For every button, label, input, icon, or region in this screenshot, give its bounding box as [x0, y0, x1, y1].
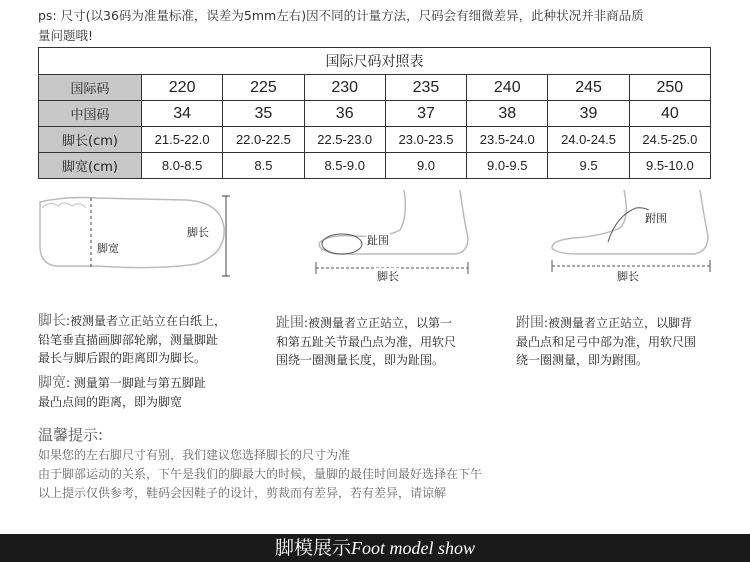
- table-cell: 245: [548, 75, 629, 101]
- table-cell: 8.5-9.0: [304, 153, 385, 179]
- description-text: :被测量者立正站立，以脚背: [544, 316, 693, 330]
- toe-girth-figure: [296, 186, 486, 286]
- description-text: :被测量者立正站立在白纸上，: [66, 314, 227, 328]
- table-cell: 9.5-10.0: [629, 153, 710, 179]
- table-cell: 8.5: [223, 153, 304, 179]
- description-text: 最凸点和足弓中部为准，用软尺围: [516, 334, 697, 349]
- table-cell: 9.0: [385, 153, 466, 179]
- description-text: 最长与脚后跟的距离即为脚长。: [38, 351, 207, 365]
- table-row-foot-width: [39, 153, 711, 179]
- description-text: :被测量者立正站立，以第一: [304, 316, 453, 330]
- table-title: 国际尺码对照表: [39, 48, 711, 75]
- foot-length-label: 脚长: [187, 226, 209, 239]
- row-label: 脚长(cm): [39, 127, 142, 153]
- foot-width-description: [38, 374, 258, 411]
- table-row-chinese: [39, 101, 711, 127]
- instep-girth-figure: [544, 186, 714, 286]
- description-term: 跗围: [516, 315, 544, 331]
- tip-line: 如果您的左右脚尺寸有别，我们建议您选择脚长的尺寸为准: [38, 448, 351, 462]
- size-chart-table: [38, 47, 711, 179]
- table-cell: 220: [142, 75, 223, 101]
- table-row-international: [39, 75, 711, 101]
- row-label: 国际码: [39, 75, 142, 101]
- toe-girth-label: 趾围: [367, 234, 389, 247]
- row-label: 中国码: [39, 101, 142, 127]
- description-text: 最凸点间的距离，即为脚宽: [38, 394, 183, 409]
- size-disclaimer: [38, 6, 718, 46]
- foot-length-description: [38, 312, 258, 368]
- description-text: 围绕一圈测量长度，即为趾围。: [276, 353, 445, 367]
- section-banner: [0, 534, 750, 562]
- table-cell: 21.5-22.0: [142, 127, 223, 153]
- description-text: : 测量第一脚趾与第五脚趾: [66, 376, 206, 390]
- tip-line: 由于脚部运动的关系，下午是我们的脚最大的时候，量脚的最佳时间最好选择在下午: [38, 467, 483, 481]
- note-line-2: 量问题哦!: [38, 28, 94, 43]
- instep-girth-description: [516, 314, 736, 370]
- table-cell: 230: [304, 75, 385, 101]
- table-cell: 34: [142, 101, 223, 127]
- row-label: 脚宽(cm): [39, 153, 142, 179]
- tips-heading: 温馨提示:: [38, 426, 104, 444]
- table-cell: 38: [467, 101, 548, 127]
- description-term: 脚宽: [38, 375, 66, 391]
- description-text: 和第五趾关节最凸点为准，用软尺: [276, 334, 457, 349]
- tip-line: 以上提示仅供参考，鞋码会因鞋子的设计，剪裁而有差异，若有差异，请谅解: [38, 486, 447, 500]
- instep-figure-length-label: 脚长: [617, 270, 639, 283]
- toe-figure-length-label: 脚长: [377, 270, 399, 283]
- description-term: 趾围: [276, 315, 304, 331]
- table-row-foot-length: [39, 127, 711, 153]
- description-text: 绕一圈测量，即为跗围。: [516, 353, 649, 367]
- table-cell: 39: [548, 101, 629, 127]
- table-cell: 8.0-8.5: [142, 153, 223, 179]
- table-cell: 23.5-24.0: [467, 127, 548, 153]
- table-cell: 240: [467, 75, 548, 101]
- table-cell: 40: [629, 101, 710, 127]
- table-cell: 22.5-23.0: [304, 127, 385, 153]
- table-cell: 24.0-24.5: [548, 127, 629, 153]
- table-cell: 35: [223, 101, 304, 127]
- foot-width-label: 脚宽: [97, 242, 119, 255]
- banner-title-cn: 脚模展示: [274, 537, 351, 559]
- table-cell: 37: [385, 101, 466, 127]
- banner-title-en: Foot model show: [351, 538, 475, 558]
- table-cell: 24.5-25.0: [629, 127, 710, 153]
- foot-top-view-figure: [36, 186, 236, 286]
- table-cell: 250: [629, 75, 710, 101]
- tips-list: [38, 446, 482, 503]
- toe-girth-description: [276, 314, 496, 370]
- table-cell: 9.5: [548, 153, 629, 179]
- description-text: 铅笔垂直描画脚部轮廓，测量脚趾: [38, 332, 219, 347]
- table-cell: 235: [385, 75, 466, 101]
- table-cell: 36: [304, 101, 385, 127]
- table-cell: 9.0-9.5: [467, 153, 548, 179]
- table-cell: 22.0-22.5: [223, 127, 304, 153]
- table-cell: 23.0-23.5: [385, 127, 466, 153]
- instep-girth-label: 跗围: [645, 212, 667, 225]
- description-term: 脚长: [38, 313, 66, 329]
- note-line-1: ps: 尺寸(以36码为准量标准，误差为5mm左右)因不同的计量方法，尺码会有细微差异，此种状况并非商品质: [38, 8, 644, 23]
- table-cell: 225: [223, 75, 304, 101]
